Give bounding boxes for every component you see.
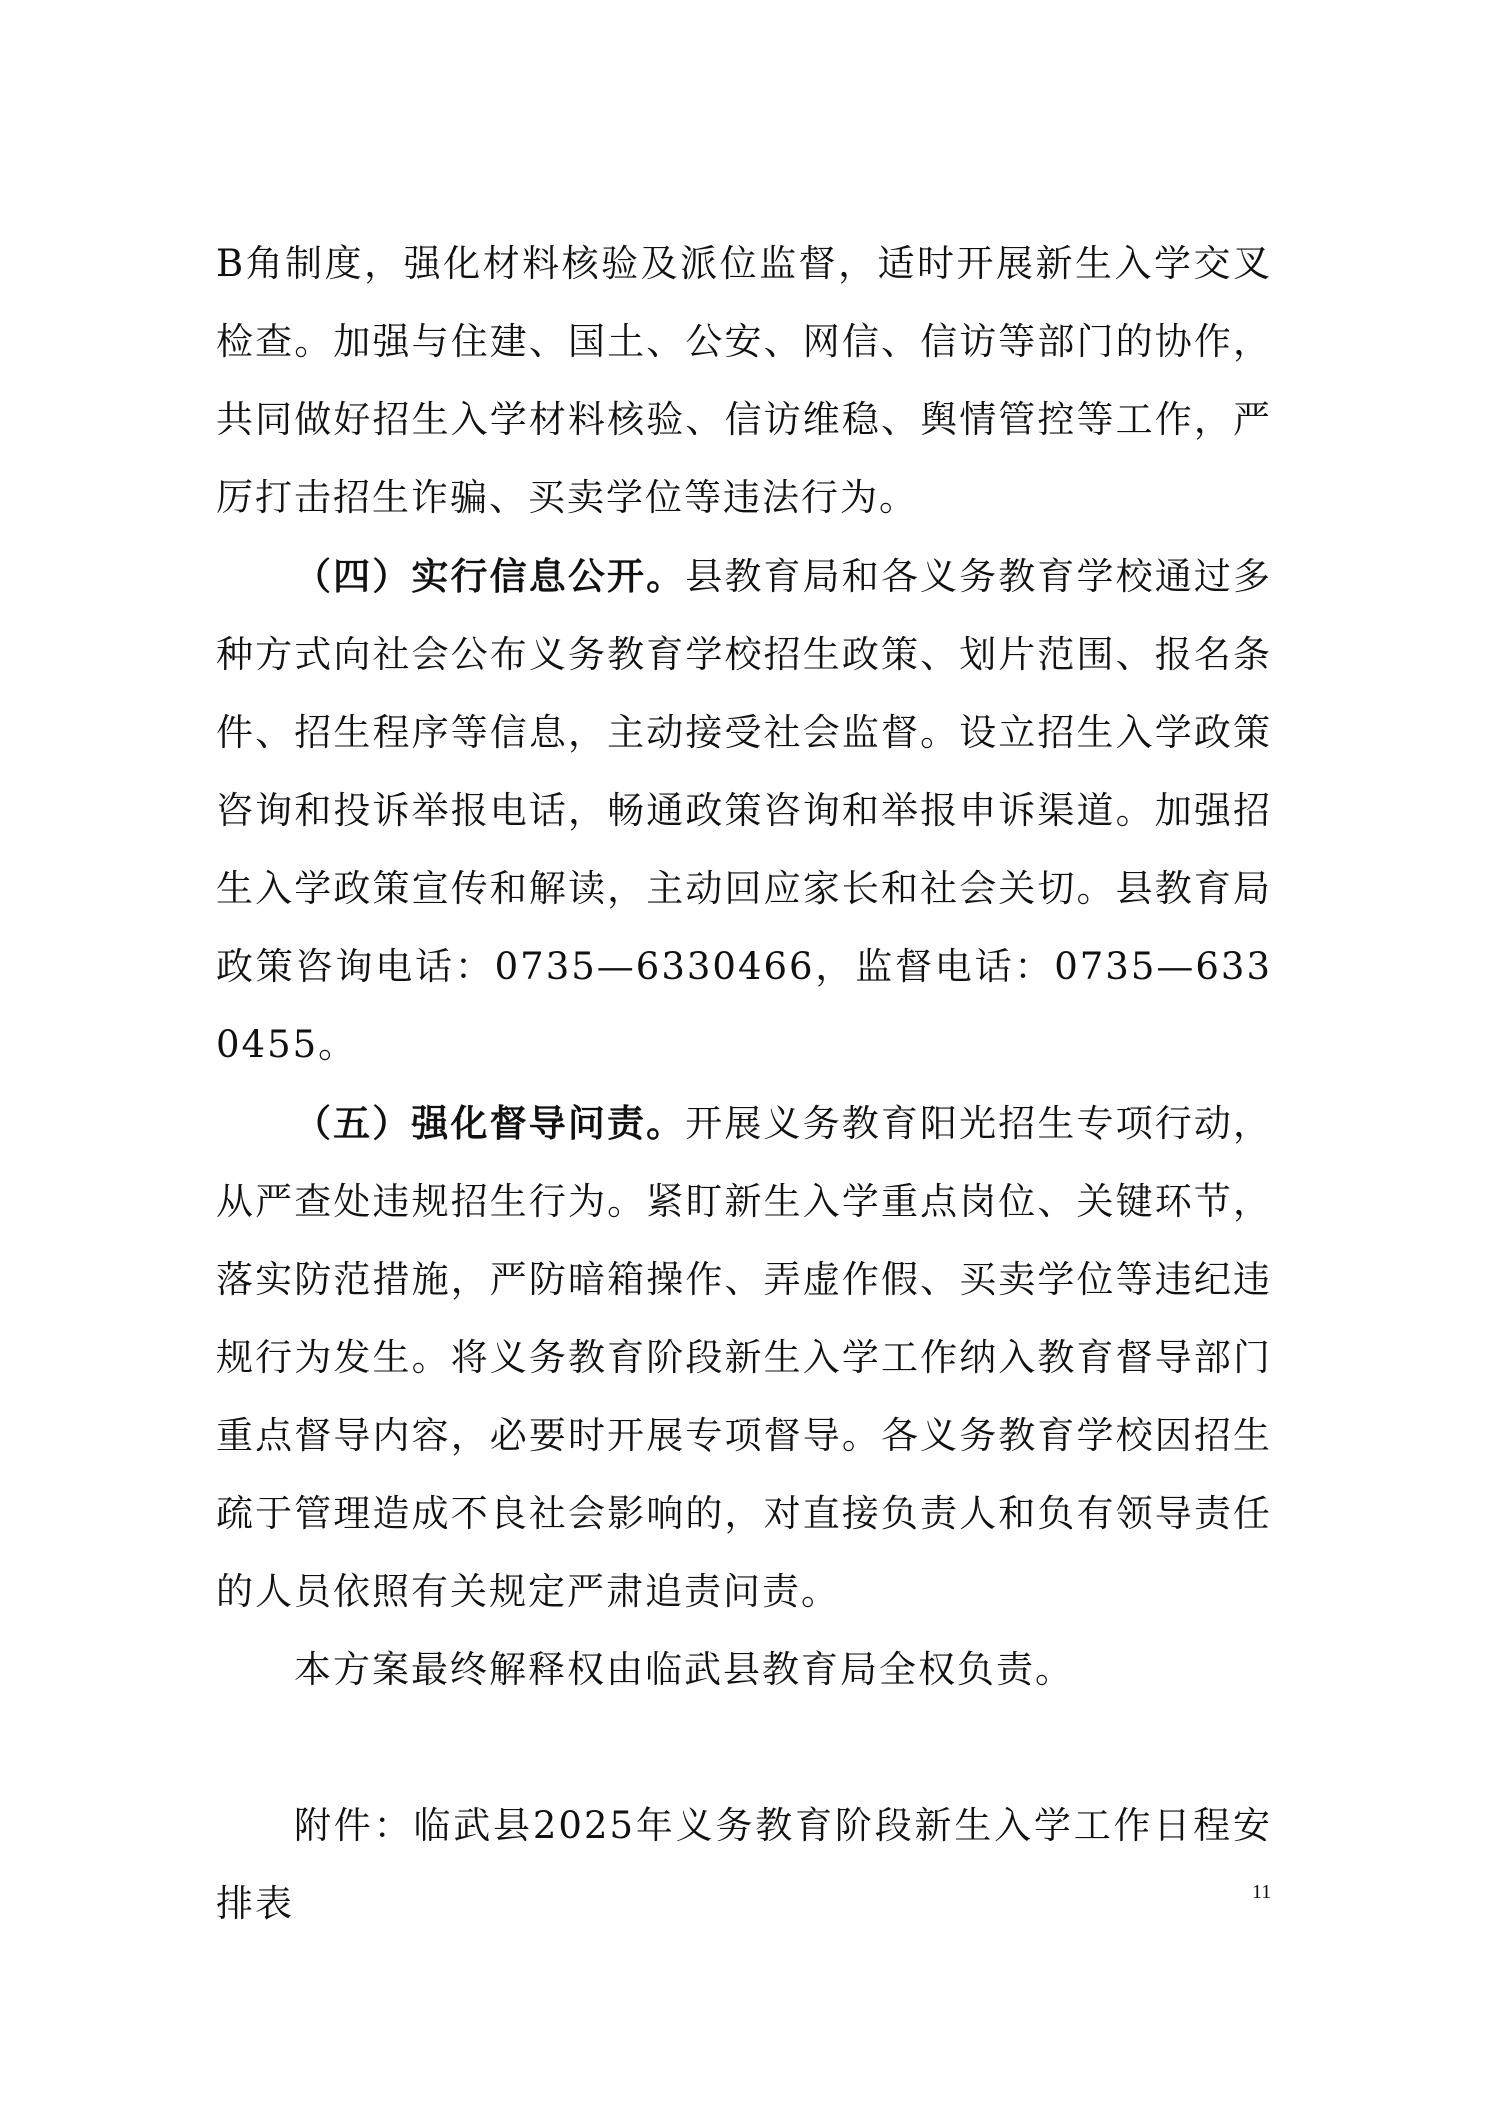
section-heading: （五）强化督导问责。 [294,1101,686,1145]
attachment-line [216,1787,1272,1943]
paragraph-continuation [216,225,1272,537]
document-body [216,225,1272,1943]
paragraph-information-disclosure [216,537,1272,1084]
paragraph-supervision-accountability [216,1084,1272,1631]
paragraph-text: 县教育局和各义务教育学校通过多种方式向社会公布义务教育学校招生政策、划片范围、报名条件、招生程序等信息，主动接受社会监督。设立招生入学政策咨询和投诉举报电话，畅通政策咨询和举报申诉渠道。加强招生入学政策宣传和解读，主动回应家长和社会关切。县教育局政策咨询电话：0735—6330466，监督电话：0735—6330455。 [216,555,1272,1066]
paragraph-text: 开展义务教育阳光招生专项行动，从严查处违规招生行为。紧盯新生入学重点岗位、关键环节，落实防范措施，严防暗箱操作、弄虚作假、买卖学位等违纪违规行为发生。将义务教育阶段新生入学工作纳入教育督导部门重点督导内容，必要时开展专项督导。各义务教育学校因招生疏于管理造成不良社会影响的，对直接负责人和负有领导责任的人员依照有关规定严肃追责问责。 [216,1102,1272,1613]
paragraph-interpretation-right [216,1631,1272,1709]
paragraph-text: B角制度，强化材料核验及派位监督，适时开展新生入学交叉检查。加强与住建、国土、公安、网信、信访等部门的协作，共同做好招生入学材料核验、信访维稳、舆情管控等工作，严厉打击招生诈骗、买卖学位等违法行为。 [216,242,1272,519]
paragraph-text: 本方案最终解释权由临武县教育局全权负责。 [294,1648,1074,1691]
section-heading: （四）实行信息公开。 [294,554,686,598]
page-number: 11 [1252,1881,1272,1903]
attachment-text: 附件：临武县2025年义务教育阶段新生入学工作日程安排表 [216,1804,1272,1925]
paragraph-spacer [216,1709,1272,1787]
